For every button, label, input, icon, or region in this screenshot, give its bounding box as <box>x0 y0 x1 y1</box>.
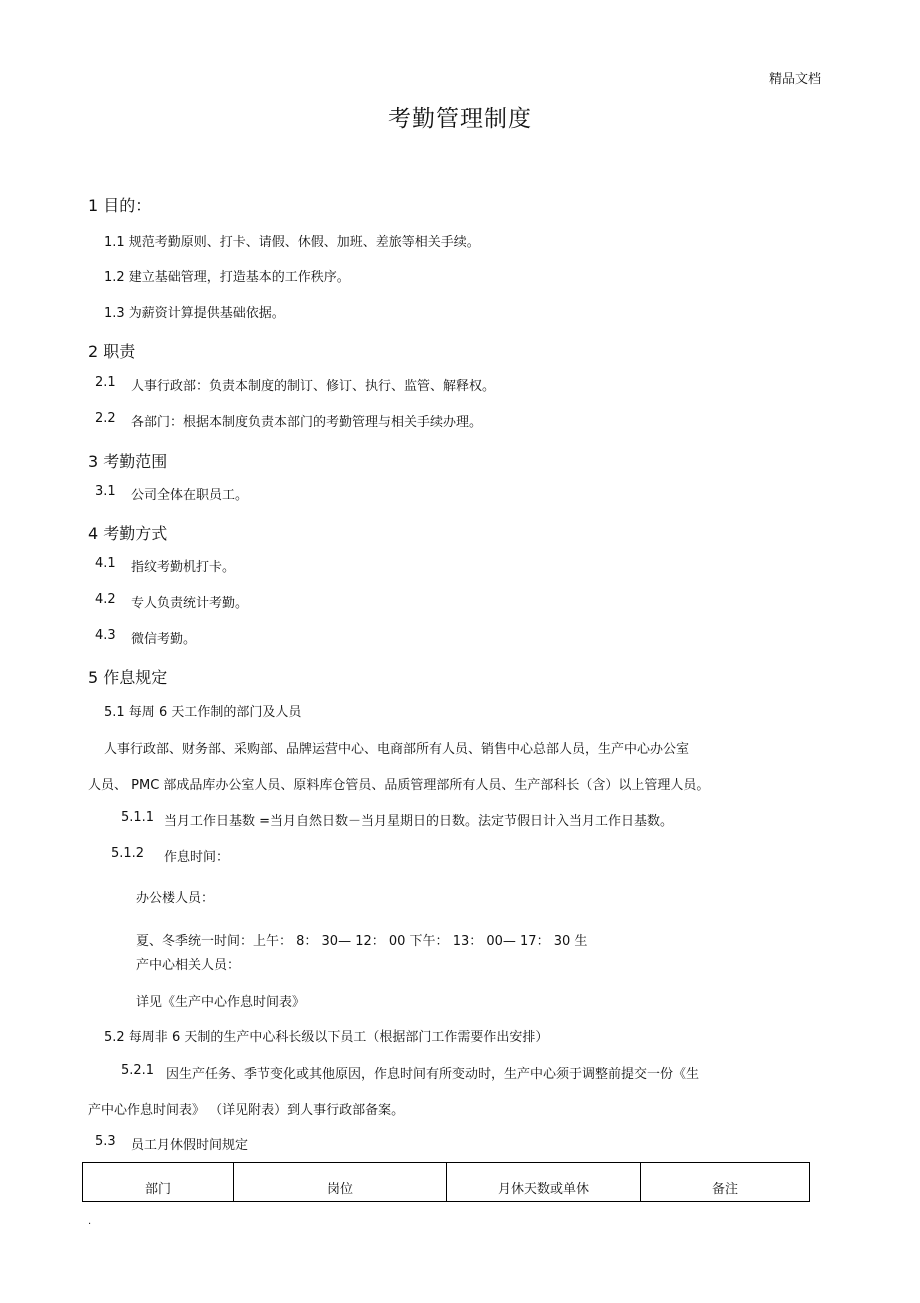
item-1-1: 1.1 规范考勤原则、打卡、请假、休假、加班、差旅等相关手续。 <box>104 235 480 250</box>
item-4-3-text: 微信考勤。 <box>131 632 197 647</box>
item-5-2: 5.2 每周非 6 天制的生产中心科长级以下员工（根据部门工作需要作出安排） <box>104 1030 549 1045</box>
item-4-1-num: 4.1 <box>95 556 116 571</box>
office-hours: 夏、冬季统一时间：上午： 8： 30— 12： 00 下午： 13： 00— 17： 30 生 <box>136 934 588 949</box>
item-5-1-body-line2: 人员、 PMC 部成品库办公室人员、原料库仓管员、品质管理部所有人员、生产部科长（含）以上管理人员。 <box>88 778 710 793</box>
item-5-1: 5.1 每周 6 天工作制的部门及人员 <box>104 705 302 720</box>
item-4-2-num: 4.2 <box>95 592 116 607</box>
item-4-1-text: 指纹考勤机打卡。 <box>131 560 236 575</box>
item-5-3-text: 员工月休假时间规定 <box>131 1138 249 1153</box>
item-5-1-2-num: 5.1.2 <box>111 846 145 861</box>
item-2-1-num: 2.1 <box>95 375 116 390</box>
section-3-heading: 3 考勤范围 <box>88 452 168 471</box>
item-3-1-text: 公司全体在职员工。 <box>131 488 249 503</box>
item-5-2-1-num: 5.2.1 <box>121 1063 155 1078</box>
footer-mark: . <box>88 1216 92 1227</box>
item-5-3-num: 5.3 <box>95 1134 116 1149</box>
office-staff-label: 办公楼人员： <box>136 891 215 906</box>
office-hours-continued: 产中心相关人员： <box>136 958 241 973</box>
item-4-3-num: 4.3 <box>95 628 116 643</box>
item-5-1-1-text: 当月工作日基数 =当月自然日数－当月星期日的日数。法定节假日计入当月工作日基数。 <box>164 814 674 829</box>
item-5-1-2-text: 作息时间： <box>164 850 230 865</box>
item-3-1-num: 3.1 <box>95 484 116 499</box>
section-1-heading: 1 目的： <box>88 196 152 215</box>
item-5-2-1-continued: 产中心作息时间表》 （详见附表）到人事行政部备案。 <box>88 1103 405 1118</box>
item-1-2: 1.2 建立基础管理，打造基本的工作秩序。 <box>104 270 350 285</box>
item-5-1-body-line1: 人事行政部、财务部、采购部、品牌运营中心、电商部所有人员、销售中心总部人员，生产中心办公室 <box>104 742 690 757</box>
item-1-3: 1.3 为薪资计算提供基础依据。 <box>104 306 285 321</box>
table-header-monthly-leave: 月休天数或单休 <box>447 1163 641 1202</box>
table-header-position: 岗位 <box>234 1163 447 1202</box>
table-header-row <box>83 1163 810 1202</box>
item-2-1-text: 人事行政部：负责本制度的制订、修订、执行、监管、解释权。 <box>131 379 496 394</box>
item-5-2-1-text: 因生产任务、季节变化或其他原因，作息时间有所变动时，生产中心须于调整前提交一份《生 <box>166 1067 700 1082</box>
table-header-department: 部门 <box>83 1163 234 1202</box>
item-5-1-1-num: 5.1.1 <box>121 810 155 825</box>
section-5-heading: 5 作息规定 <box>88 668 168 687</box>
leave-table <box>82 1162 810 1202</box>
section-4-heading: 4 考勤方式 <box>88 524 168 543</box>
item-2-2-text: 各部门：根据本制度负责本部门的考勤管理与相关手续办理。 <box>131 415 483 430</box>
item-4-2-text: 专人负责统计考勤。 <box>131 596 249 611</box>
header-label: 精品文档 <box>769 72 822 87</box>
section-2-heading: 2 职责 <box>88 342 136 361</box>
item-2-2-num: 2.2 <box>95 411 116 426</box>
table-header-remarks: 备注 <box>641 1163 810 1202</box>
see-schedule-note: 详见《生产中心作息时间表》 <box>136 995 306 1010</box>
document-title: 考勤管理制度 <box>388 106 532 132</box>
